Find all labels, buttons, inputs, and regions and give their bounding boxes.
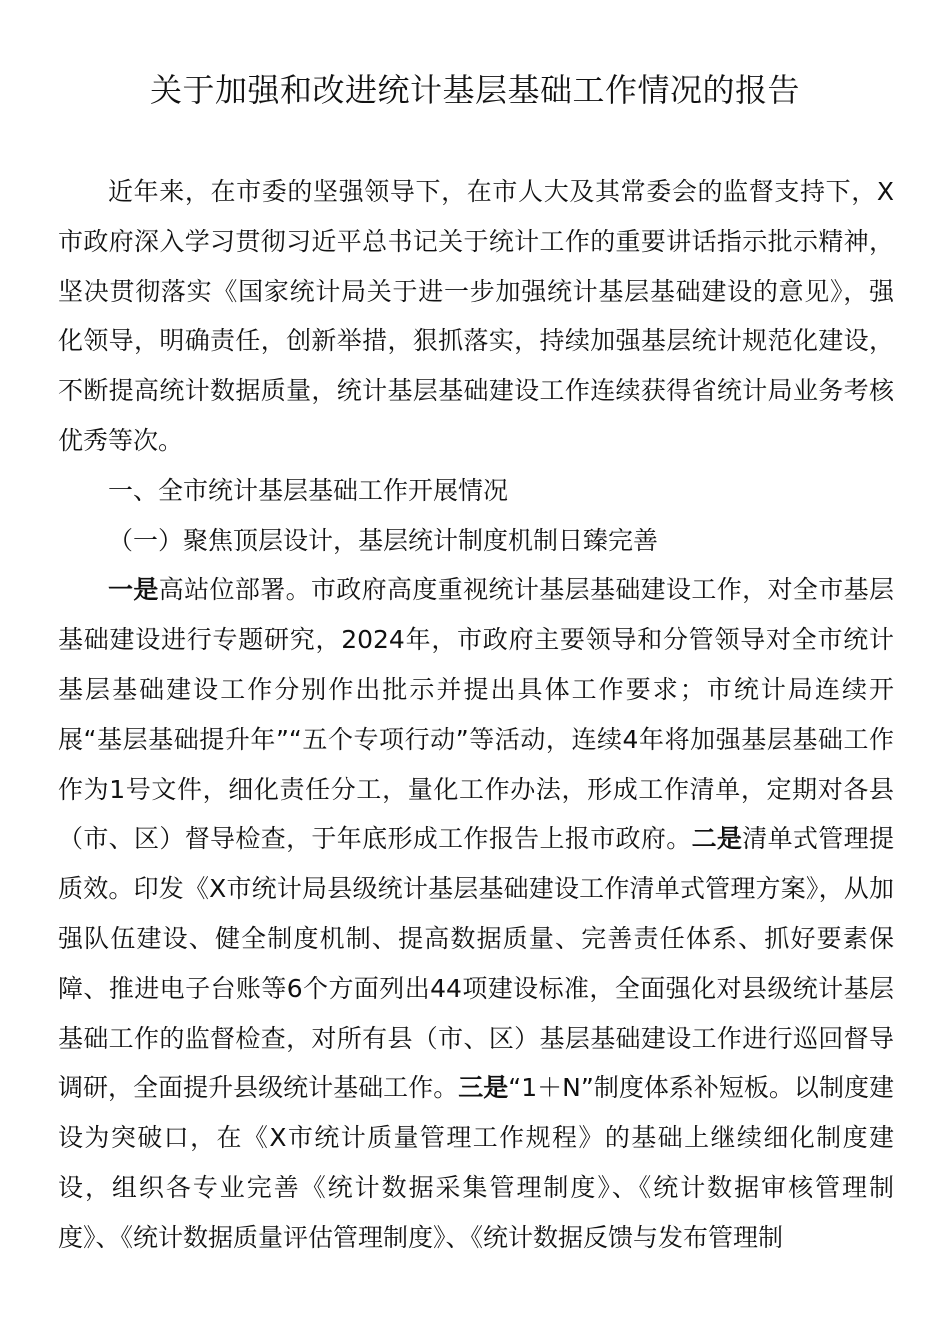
point-paragraph: [58, 565, 894, 1262]
document-body: [58, 167, 894, 1263]
point2-label: 二是: [691, 824, 743, 854]
section-heading: 一、全市统计基层基础工作开展情况: [108, 475, 509, 505]
subsection-heading: （一）聚焦顶层设计，基层统计制度机制日臻完善: [108, 525, 659, 555]
point3-label: 三是: [458, 1073, 509, 1103]
point3-text: “1＋N”制度体系补短板。以制度建设为突破口，在《X市统计质量管理工作规程》的基础上继续细化制度建设，组织各专业完善《统计数据采集管理制度》、《统计数据审核管理制度》、《统计数据质量评估管理制度》、《统计数据反馈与发布管理制: [58, 1073, 894, 1252]
point1-label: 一是: [108, 575, 159, 605]
intro-paragraph: 近年来，在市委的坚强领导下，在市人大及其常委会的监督支持下，X市政府深入学习贯彻习近平总书记关于统计工作的重要讲话指示批示精神，坚决贯彻落实《国家统计局关于进一步加强统计基层基础建设的意见》，强化领导，明确责任，创新举措，狠抓落实，持续加强基层统计规范化建设，不断提高统计数据质量，统计基层基础建设工作连续获得省统计局业务考核优秀等次。: [58, 177, 894, 455]
point1-text: 高站位部署。市政府高度重视统计基层基础建设工作，对全市基层基础建设进行专题研究，2024年，市政府主要领导和分管领导对全市统计基层基础建设工作分别作出批示并提出具体工作要求；市统计局连续开展“基层基础提升年”“五个专项行动”等活动，连续4年将加强基层基础工作作为1号文件，细化责任分工，量化工作办法，形成工作清单，定期对各县（市、区）督导检查，于年底形成工作报告上报市政府。: [58, 575, 894, 854]
point2-text: 清单式管理提质效。印发《X市统计局县级统计基层基础建设工作清单式管理方案》，从加强队伍建设、健全制度机制、提高数据质量、完善责任体系、抓好要素保障、推进电子台账等6个方面列出44项建设标准，全面强化对县级统计基层基础工作的监督检查，对所有县（市、区）基层基础建设工作进行巡回督导调研，全面提升县级统计基础工作。: [58, 824, 894, 1103]
document-title: 关于加强和改进统计基层基础工作情况的报告: [149, 71, 800, 109]
